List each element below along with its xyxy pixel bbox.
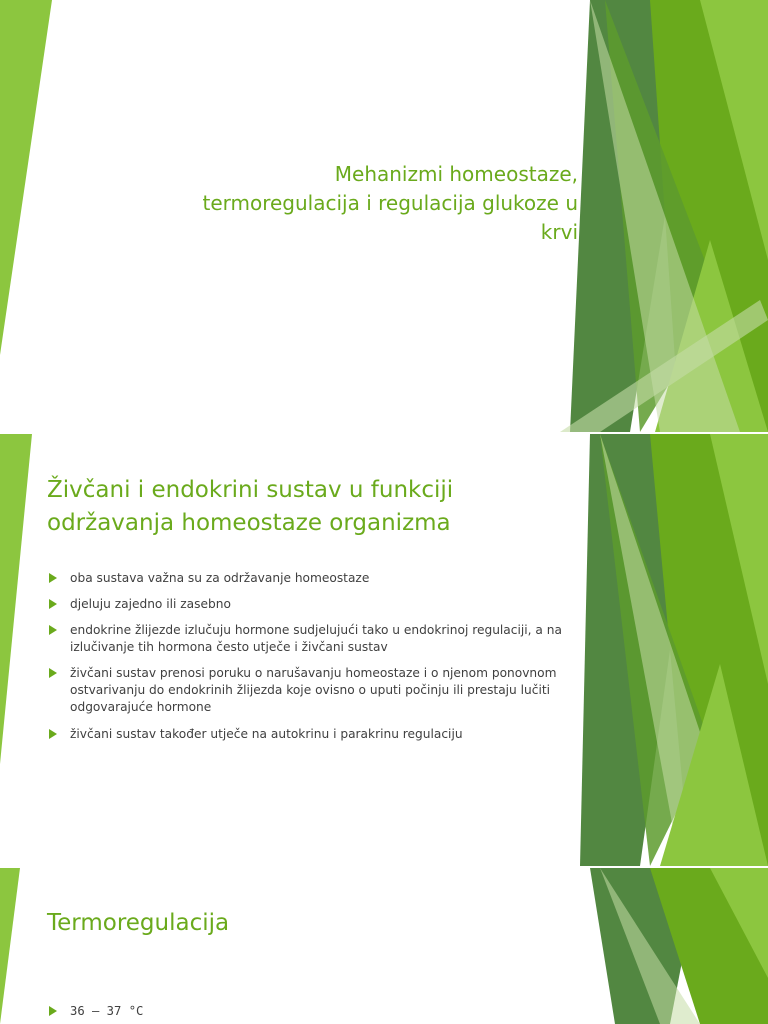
bullet-list xyxy=(47,570,587,752)
list-item: 36 – 37 °C xyxy=(47,1003,587,1020)
slide-title xyxy=(47,474,567,539)
list-item: živčani sustav također utječe na autokrinu i parakrinu regulaciju xyxy=(47,726,587,743)
bullet-arrow-icon xyxy=(49,729,57,739)
bullet-arrow-icon xyxy=(49,599,57,609)
presentation-title xyxy=(58,160,578,247)
title-slide xyxy=(0,0,768,432)
bullet-arrow-icon xyxy=(49,668,57,678)
bullet-arrow-icon xyxy=(49,573,57,583)
title-line: krvi xyxy=(540,220,578,244)
title-line: održavanja homeostaze organizma xyxy=(47,509,451,536)
content-slide xyxy=(0,434,768,866)
title-line: Živčani i endokrini sustav u funkciji xyxy=(47,477,454,503)
title-line: Mehanizmi homeostaze, xyxy=(334,162,578,186)
bullet-arrow-icon xyxy=(49,625,57,635)
bullet-arrow-icon xyxy=(49,1006,57,1016)
title-line: termoregulacija i regulacija glukoze u xyxy=(202,191,578,215)
list-item: oba sustava važna su za održavanje homeostaze xyxy=(47,570,587,587)
bullet-list xyxy=(47,1003,587,1024)
list-item: endokrine žlijezde izlučuju hormone sudjelujući tako u endokrinoj regulaciji, a na izlučivanje tih hormona često utječe i živčani sustav xyxy=(47,622,587,656)
list-item: djeluju zajedno ili zasebno xyxy=(47,596,587,613)
list-item: živčani sustav prenosi poruku o narušavanju homeostaze i o njenom ponovnom ostvarivanju do endokrinih žlijezda koje ovisno o uputi počinju ili prestaju lučiti odgovarajuće hormone xyxy=(47,665,587,716)
content-slide-partial xyxy=(0,868,768,1024)
slide-title: Termoregulacija xyxy=(47,910,230,936)
right-stripe-decoration xyxy=(0,868,768,1024)
